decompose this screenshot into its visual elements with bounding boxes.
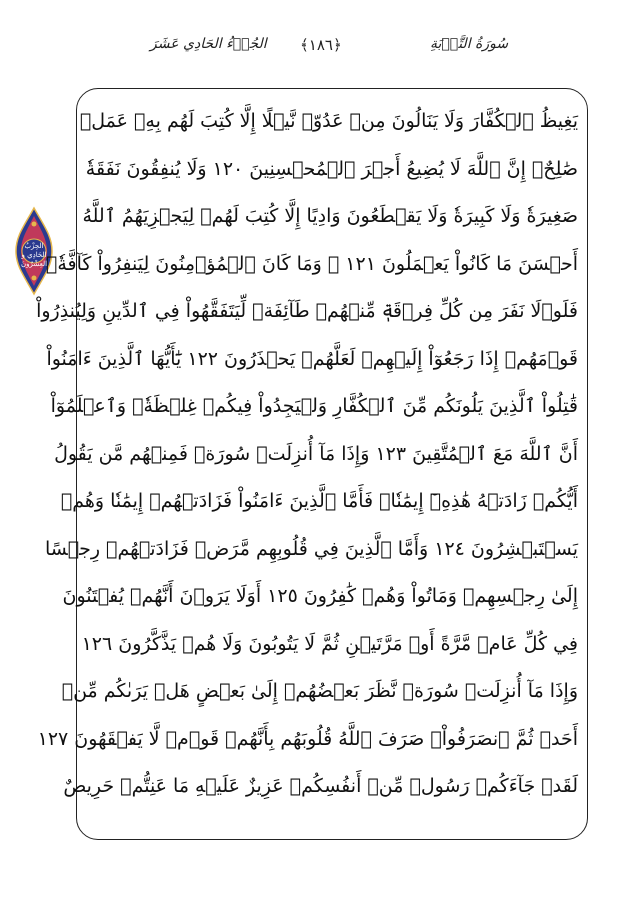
text-line: أَيُّكُمۡ زَادَتۡهُ هَٰذِهِۦٓ إِيمَٰنٗاۚ فَأَمَّا ٱلَّذِينَ ءَامَنُواْ فَزَادَتۡهُمۡ إِيمَٰنٗا وَهُمۡ xyxy=(60,490,578,512)
text-line: وَإِذَا مَآ أُنزِلَتۡ سُورَةٞ نَّظَرَ بَعۡضُهُمۡ إِلَىٰ بَعۡضٍ هَلۡ يَرَىٰكُم مِّنۡ xyxy=(61,680,578,702)
text-line: لَقَدۡ جَآءَكُمۡ رَسُولٞ مِّنۡ أَنفُسِكُمۡ عَزِيزٌ عَلَيۡهِ مَا عَنِتُّمۡ حَرِيصٌ xyxy=(63,775,578,797)
text-line: فِي كُلِّ عَامٖ مَّرَّةً أَوۡ مَرَّتَيۡنِ ثُمَّ لَا يَتُوبُونَ وَلَا هُمۡ يَذَّكَّرُونَ ١٢٦ xyxy=(81,632,578,655)
text-line: إِلَىٰ رِجۡسِهِمۡ وَمَاتُواْ وَهُمۡ كَٰفِرُونَ ١٢٥ أَوَلَا يَرَوۡنَ أَنَّهُمۡ يُفۡتَنُونَ xyxy=(62,585,578,607)
text-line: أَنَّ ٱللَّهَ مَعَ ٱلۡمُتَّقِينَ ١٢٣ وَإِذَا مَآ أُنزِلَتۡ سُورَةٞ فَمِنۡهُم مَّن يَقُولُ xyxy=(54,442,578,465)
text-line: صَٰلِحٌۚ إِنَّ ٱللَّهَ لَا يُضِيعُ أَجۡرَ ٱلۡمُحۡسِنِينَ ١٢٠ وَلَا يُنفِقُونَ نَفَقَةٗ xyxy=(85,157,578,180)
surah-name: سُورَةُ التَّوۡبَةِ xyxy=(430,36,509,52)
text-line: يَسۡتَبۡشِرُونَ ١٢٤ وَأَمَّا ٱلَّذِينَ فِي قُلُوبِهِم مَّرَضٞ فَزَادَتۡهُمۡ رِجۡسًا xyxy=(44,537,578,560)
page-number: ﴿١٨٦﴾ xyxy=(300,36,342,54)
text-line: يَغِيظُ ٱلۡكُفَّارَ وَلَا يَنَالُونَ مِنۡ عَدُوّٖ نَّيۡلًا إِلَّا كُتِبَ لَهُم بِهِۦ عَمَلٞ xyxy=(79,110,578,132)
page-header xyxy=(0,30,638,66)
text-line: صَغِيرَةٗ وَلَا كَبِيرَةٗ وَلَا يَقۡطَعُونَ وَادِيًا إِلَّا كُتِبَ لَهُمۡ لِيَجۡزِيَهُمُ ٱللَّهُ xyxy=(82,205,578,227)
text-line: قَٰتِلُواْ ٱلَّذِينَ يَلُونَكُم مِّنَ ٱلۡكُفَّارِ وَلۡيَجِدُواْ فِيكُمۡ غِلۡظَةٗۚ وَٱعۡلَمُوٓاْ xyxy=(50,395,578,417)
hizb-label: الحِزْبُ الحَادِي و العِشْرُونَ xyxy=(20,242,48,268)
text-line: فَلَوۡلَا نَفَرَ مِن كُلِّ فِرۡقَةٖ مِّنۡهُمۡ طَآئِفَةٞ لِّيَتَفَقَّهُواْ فِي ٱلدِّينِ وَلِيُنذِرُواْ xyxy=(36,300,578,322)
juz-name: الجُزۡءُ الحَادِي عَشَرَ xyxy=(150,36,267,52)
text-line: أَحَدٖ ثُمَّ ٱنصَرَفُواْۚ صَرَفَ ٱللَّهُ قُلُوبَهُم بِأَنَّهُمۡ قَوۡمٞ لَّا يَفۡقَهُونَ ١٢٧ xyxy=(37,727,578,750)
quran-text xyxy=(36,98,578,811)
text-line: قَوۡمَهُمۡ إِذَا رَجَعُوٓاْ إِلَيۡهِمۡ لَعَلَّهُمۡ يَحۡذَرُونَ ١٢٢ يَٰٓأَيُّهَا ٱلَّذِينَ ءَامَنُواْ xyxy=(46,347,578,370)
text-line: أَحۡسَنَ مَا كَانُواْ يَعۡمَلُونَ ١٢١ ۞ وَمَا كَانَ ٱلۡمُؤۡمِنُونَ لِيَنفِرُواْ كَآفَّةٗۚ xyxy=(45,252,578,275)
